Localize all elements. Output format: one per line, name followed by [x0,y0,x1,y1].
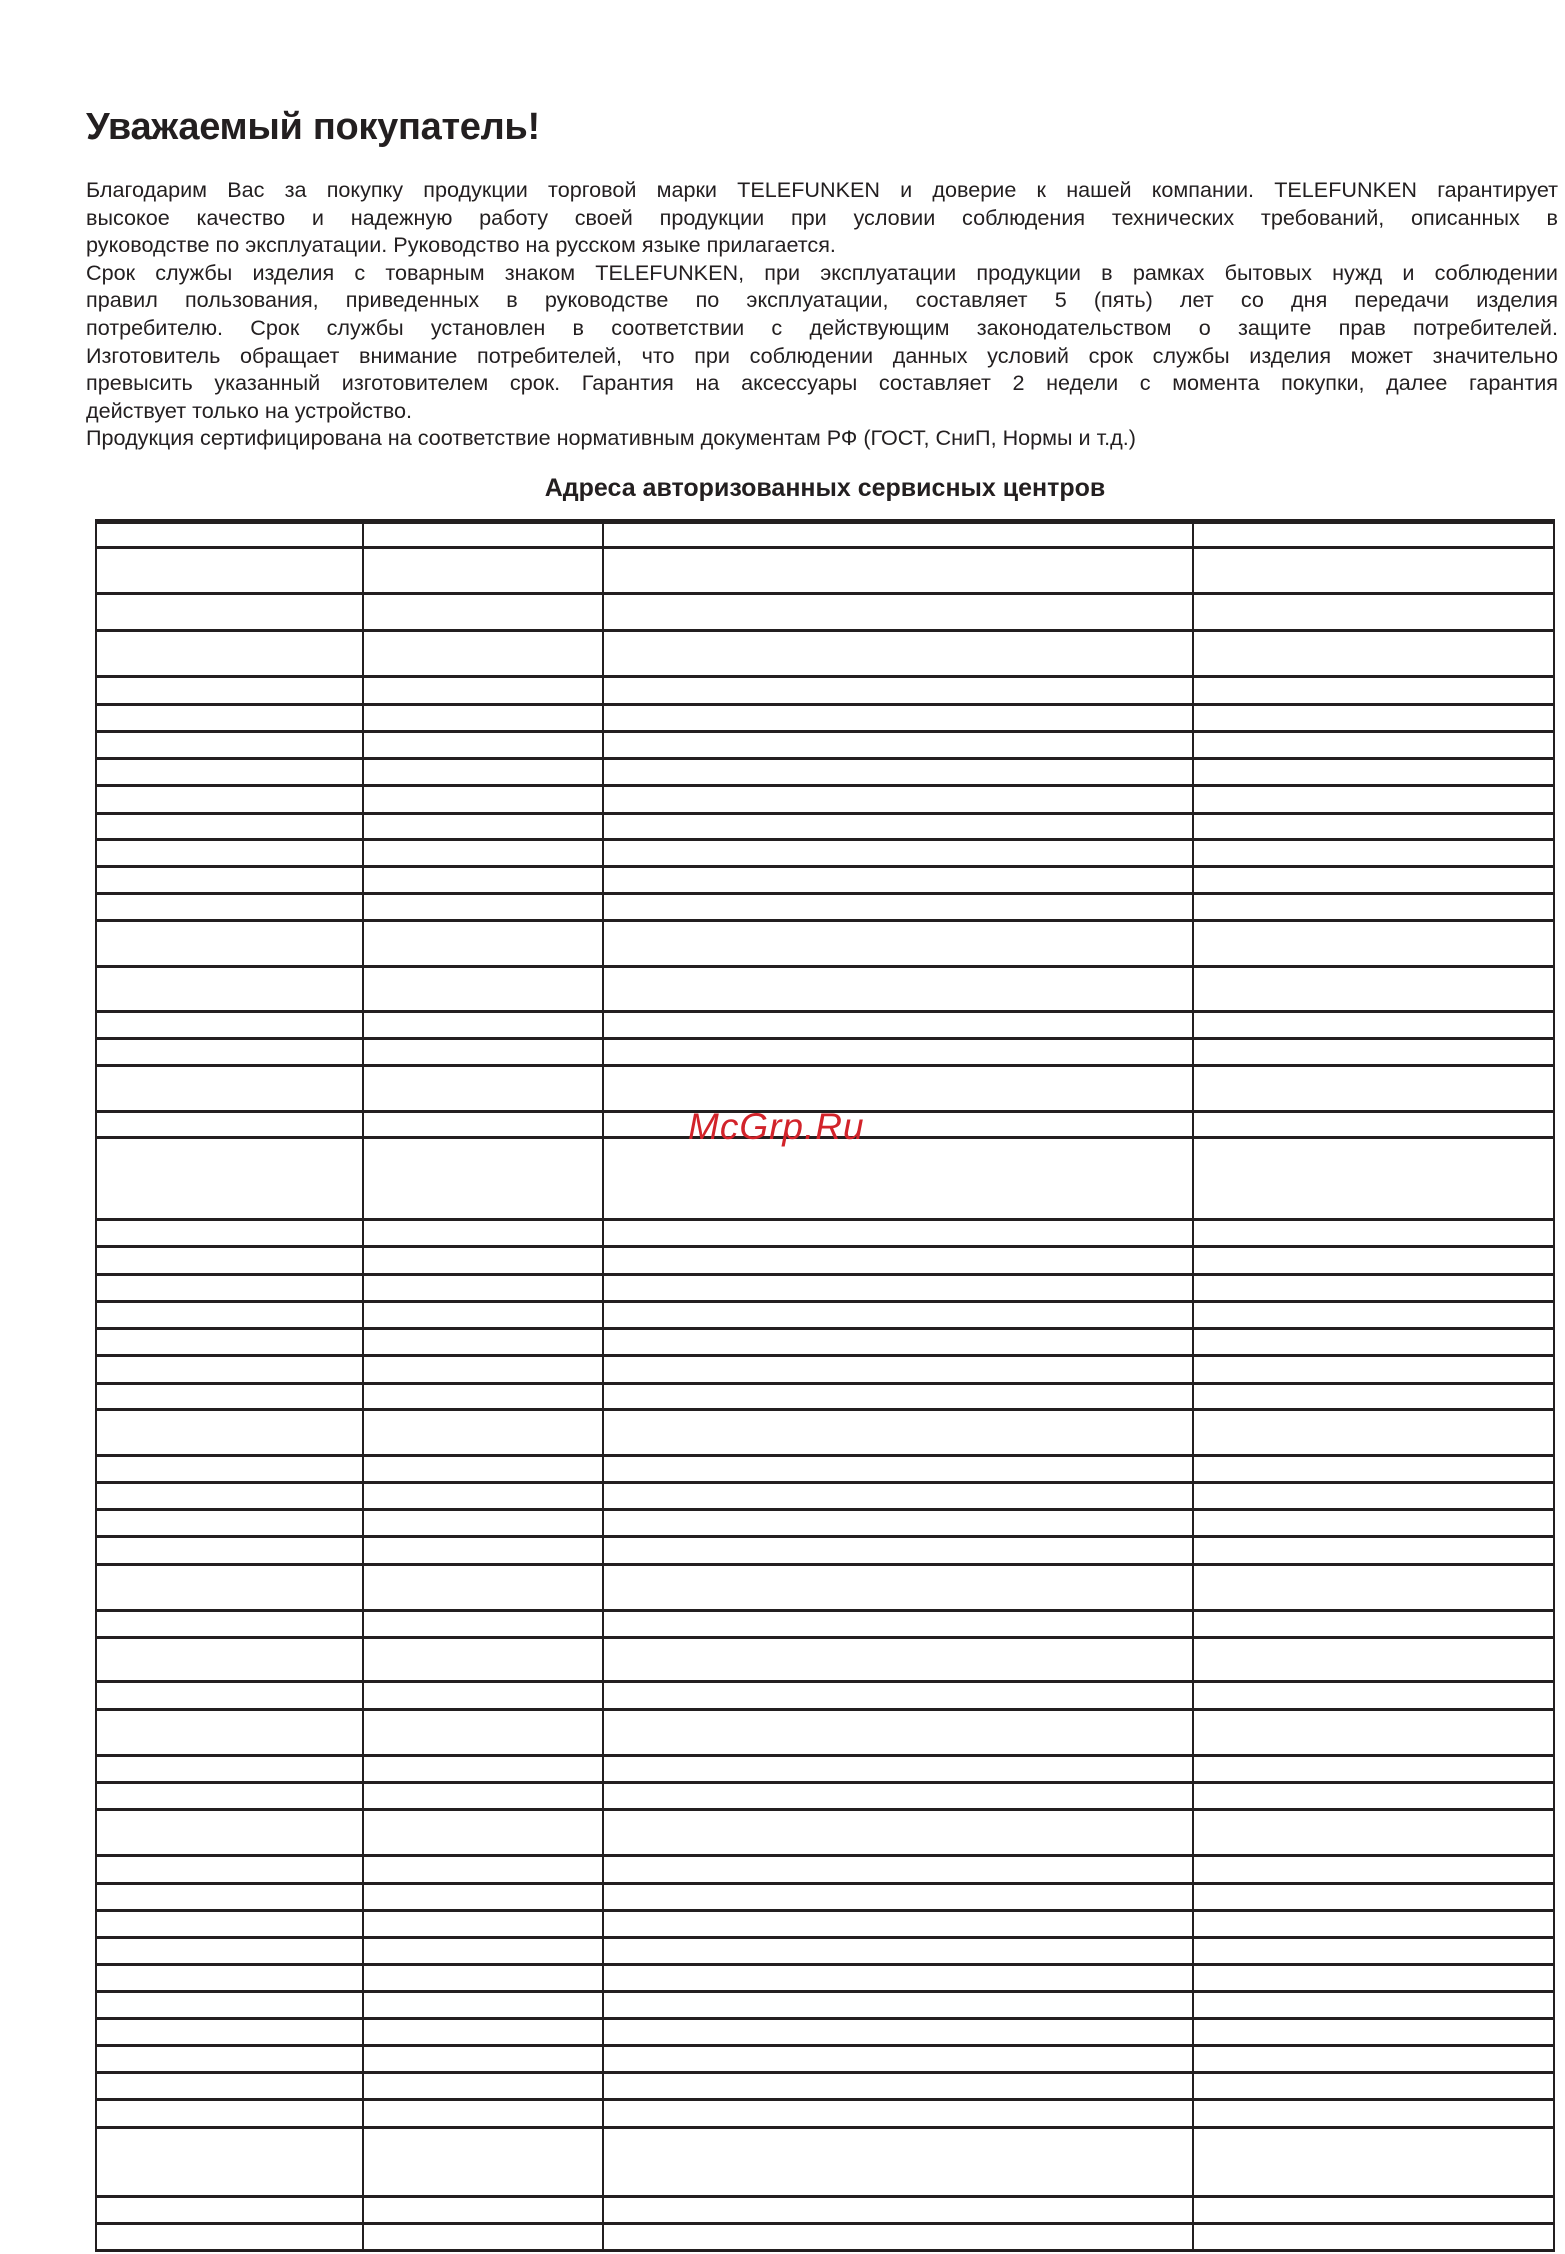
table-row-border [95,2044,1555,2047]
table-row-border [95,2098,1555,2101]
table-row-border [95,2017,1555,2020]
table-row-border [95,629,1555,632]
table-row-border [95,2249,1555,2252]
table-row-border [95,1909,1555,1912]
watermark: McGrp.Ru [688,1106,865,1147]
table-row-border [95,919,1555,922]
table-row-border [95,1273,1555,1276]
table-row-border [95,1990,1555,1993]
table-row-border [95,757,1555,760]
paragraph-line: потребителю. Срок службы установлен в соответствии с действующим законодательством о защите прав потребителей. [86,314,1558,340]
table-row-border [95,1563,1555,1566]
table-row-border [95,1037,1555,1040]
paragraph-line: Изготовитель обращает внимание потребителей, что при соблюдении данных условий срок службы изделия может значительно [86,342,1558,368]
table-row-border [95,2071,1555,2074]
table-row-border [95,1680,1555,1683]
table-row-border [95,1708,1555,1711]
paragraph-line: Продукция сертифицирована на соответствие нормативным документам РФ (ГОСТ, СниП, Нормы и т.д.) [86,425,1136,451]
paragraph-line: высокое качество и надежную работу своей продукции при условии соблюдения технических требований, описанных в [86,204,1558,230]
table-row-border [95,1245,1555,1248]
paragraph-line: руководстве по эксплуатации. Руководство на русском языке прилагается. [86,232,836,258]
table-row-border [95,1754,1555,1757]
table-row-border [95,675,1555,678]
table-row-border [95,1963,1555,1966]
table-row-border [95,1781,1555,1784]
table-title: Адреса авторизованных сервисных центров [544,474,1106,502]
table-row-border [95,1218,1555,1221]
service-centers-table [95,519,1555,2252]
table-row-border [95,1300,1555,1303]
table-column-border [602,519,604,2252]
table-row-border [95,1854,1555,1857]
table-row-border [95,1535,1555,1538]
table-row-border [95,1454,1555,1457]
table-row-border [95,519,1555,524]
table-row-border [95,2126,1555,2129]
table-row-border [95,1354,1555,1357]
table-row-border [95,812,1555,815]
table-row-border [95,1936,1555,1939]
table-row-border [95,2195,1555,2198]
paragraph-line: Благодарим Вас за покупку продукции торговой марки TELEFUNKEN и доверие к нашей компании. TELEFUNKEN гарантирует [86,177,1558,202]
table-row-border [95,784,1555,787]
table-row-border [95,965,1555,968]
table-row-border [95,1064,1555,1067]
table-row-border [95,1882,1555,1885]
table-row-border [95,1382,1555,1385]
table-row-border [95,1010,1555,1013]
table-row-border [95,1808,1555,1811]
paragraph-line: Срок службы изделия с товарным знаком TELEFUNKEN, при эксплуатации продукции в рамках бытовых нужд и соблюдении [86,259,1558,285]
table-row-border [95,730,1555,733]
table-row-border [95,1327,1555,1330]
table-row-border [95,1481,1555,1484]
intro-text [86,176,1558,452]
table-row-border [95,1508,1555,1511]
page-title: Уважаемый покупатель! [86,106,540,148]
table-row-border [95,546,1555,549]
table-row-border [95,1636,1555,1639]
paragraph-line: действует только на устройство. [86,397,413,423]
table-column-border [1192,519,1194,2252]
table-row-border [95,892,1555,895]
table-row-border [95,865,1555,868]
paragraph-line: правил пользования, приведенных в руководстве по эксплуатации, составляет 5 (пять) лет со дня передачи изделия [86,287,1558,313]
table-column-border [362,519,364,2252]
table-row-border [95,1609,1555,1612]
paragraph-line: превысить указанный изготовителем срок. Гарантия на аксессуары составляет 2 недели с момента покупки, далее гарантия [86,370,1558,396]
table-row-border [95,703,1555,706]
table-row-border [95,1408,1555,1411]
table-row-border [95,592,1555,595]
table-row-border [95,2222,1555,2225]
table-row-border [95,838,1555,841]
